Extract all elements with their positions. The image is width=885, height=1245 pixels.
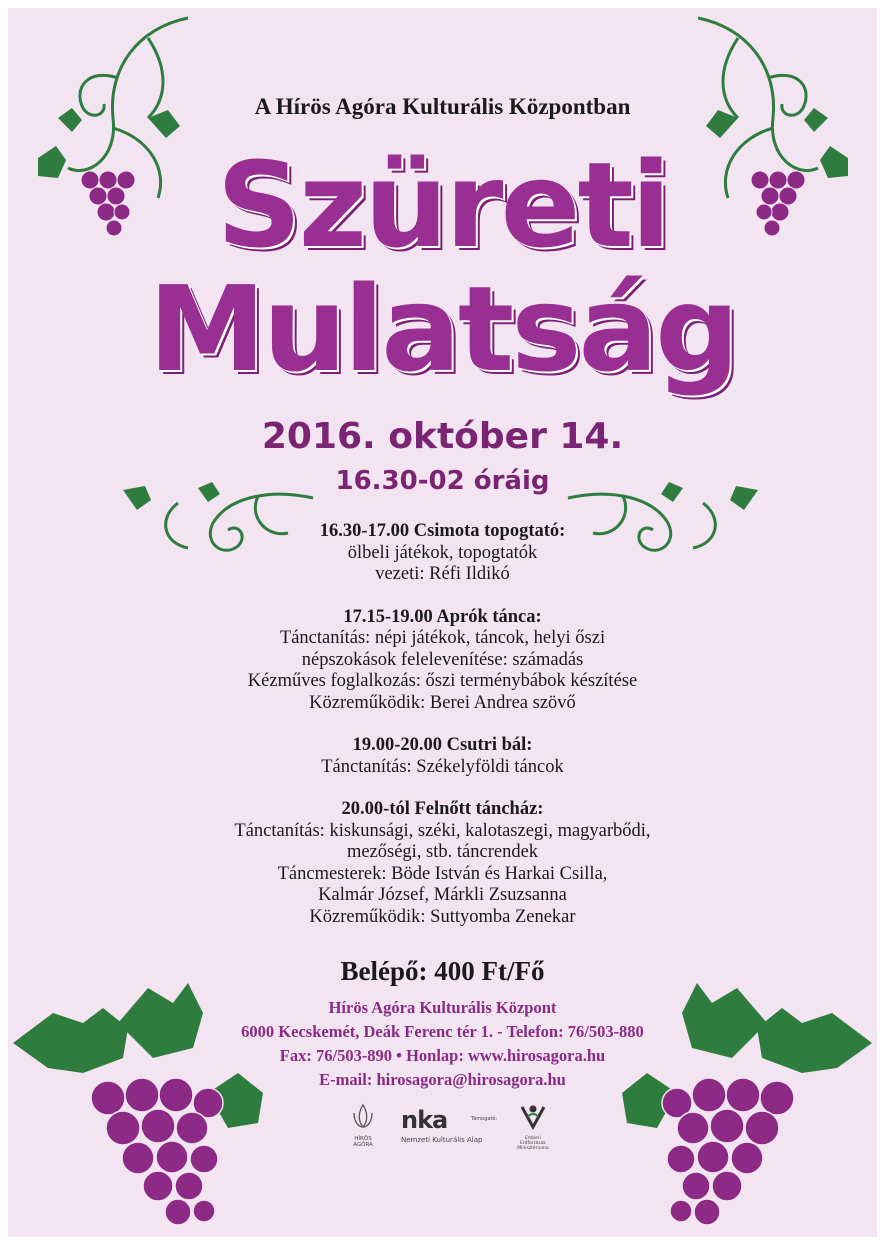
program-heading: 16.30-17.00 Csimota topogtató: — [319, 521, 566, 541]
program-block — [8, 607, 877, 715]
hiros-agora-logo — [338, 1103, 388, 1148]
program-list — [8, 521, 877, 949]
program-line: Tánctanítás: kiskunsági, széki, kalotaszegi, magyarbődi, — [234, 820, 651, 841]
ministry-logo-line: Emberi — [525, 1136, 541, 1141]
ministry-logo — [508, 1103, 558, 1151]
ministry-emblem-icon — [520, 1103, 546, 1131]
address-phone: 6000 Kecskemét, Deák Ferenc tér 1. - Telefon: 76/503-880 — [241, 1022, 644, 1041]
program-line: Tánctanítás: Székelyföldi táncok — [321, 756, 564, 777]
title-line-1: Szüreti — [216, 136, 669, 274]
event-time: 16.30-02 óráig — [335, 466, 550, 496]
program-line: Táncmesterek: Böde István és Harkai Csilla, — [277, 863, 608, 884]
org-name: Hírös Agóra Kulturális Központ — [328, 998, 557, 1017]
program-line: Közreműködik: Berei Andrea szövő — [309, 692, 576, 713]
program-line: Kézműves foglalkozás: őszi terménybábok készítése — [247, 671, 638, 691]
program-line: népszokások felelevenítése: számadás — [301, 649, 584, 670]
agora-emblem-icon — [348, 1103, 378, 1131]
fax-website: Fax: 76/503-890 • Honlap: www.hirosagora.hu — [279, 1046, 606, 1065]
email: E-mail: hirosagora@hirosagora.hu — [319, 1070, 566, 1089]
program-line: Közreműködik: Suttyomba Zenekar — [309, 906, 576, 927]
program-line: ölbeli játékok, topogtatók — [347, 542, 538, 563]
program-block — [8, 799, 877, 928]
ministry-logo-line: Minisztériuma — [517, 1146, 549, 1151]
event-date: 2016. október 14. — [261, 416, 624, 457]
nka-name: Nemzeti Kulturális Alap — [401, 1136, 483, 1144]
program-block — [8, 735, 877, 778]
nka-mark: nka — [401, 1106, 448, 1134]
title-line-2: Mulatság — [148, 260, 737, 398]
program-heading: 20.00-tól Felnőtt táncház: — [341, 799, 544, 819]
program-line: vezeti: Réfi Ildikó — [375, 564, 510, 584]
program-line: Kalmár József, Márkli Zsuzsanna — [318, 885, 567, 905]
venue-subtitle: A Hírös Agóra Kulturális Központban — [254, 94, 631, 119]
agora-logo-line: HÍRÖS — [354, 1136, 372, 1142]
ministry-logo-line: Erőforrások — [520, 1141, 546, 1146]
program-line: Tánctanítás: népi játékok, táncok, helyi őszi — [279, 628, 606, 648]
nka-logo — [401, 1106, 511, 1144]
program-heading: 17.15-19.00 Aprók tánca: — [343, 606, 542, 627]
entry-price: Belépő: 400 Ft/Fő — [340, 956, 545, 986]
agora-logo-line: AGÓRA — [353, 1142, 373, 1148]
program-heading: 19.00-20.00 Csutri bál: — [352, 735, 533, 755]
program-block — [8, 521, 877, 586]
event-poster — [8, 8, 877, 1237]
nka-supported-label: Támogató: — [471, 1116, 498, 1122]
contact-info — [8, 996, 877, 1092]
program-line: mezőségi, stb. táncrendek — [346, 842, 539, 862]
